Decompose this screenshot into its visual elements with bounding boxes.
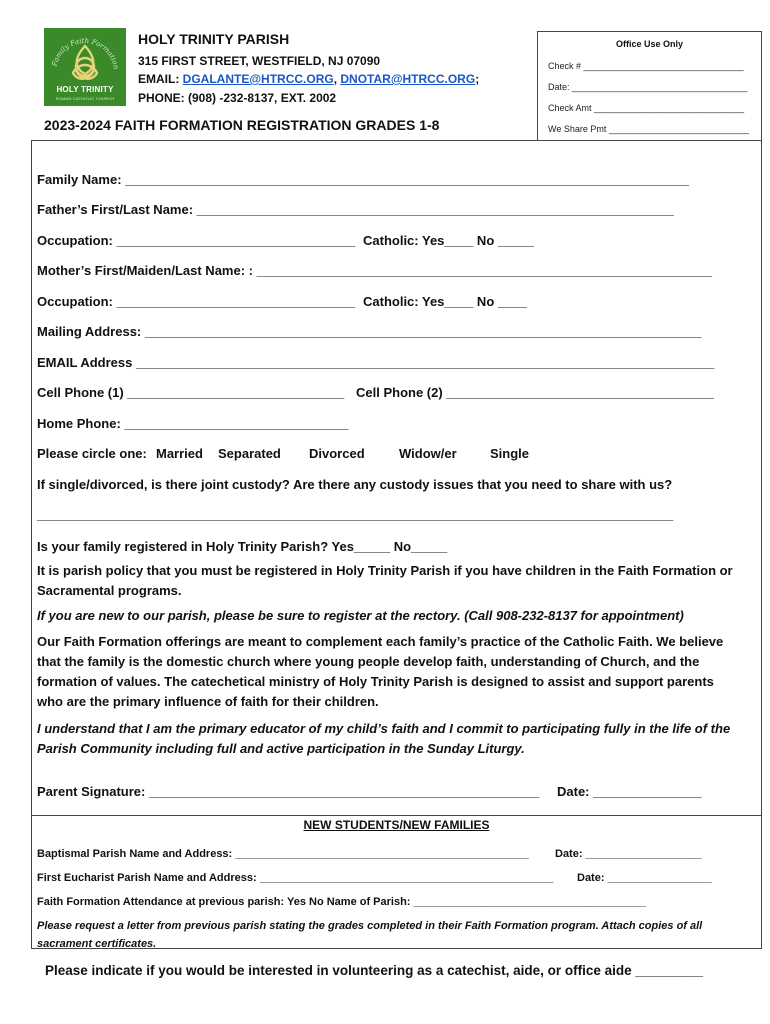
parish-phone: PHONE: (908) -232-8137, EXT. 2002: [138, 91, 337, 105]
cell-phone-1-field[interactable]: Cell Phone (1) ______________________________: [37, 385, 345, 400]
baptismal-parish-field[interactable]: Baptismal Parish Name and Address: ________________________________________________: [37, 848, 529, 860]
mother-occupation-field[interactable]: Occupation: _________________________________: [37, 294, 356, 309]
parish-address: 315 FIRST STREET, WESTFIELD, NJ 07090: [138, 54, 381, 68]
father-name-field[interactable]: Father’s First/Last Name: __________________________________________________________________: [37, 202, 674, 217]
custody-answer-line[interactable]: ________________________________________________________________________________________: [37, 507, 674, 522]
faith-formation-mission: Our Faith Formation offerings are meant to complement each family’s practice of the Catholic Faith. We believe that the family is the domestic church where young people develop faith, understanding of Church, and the formation of values. The catechetical ministry of Holy Trinity Parish is designed to assist and support parents who are the primary influence of faith for their children.: [37, 634, 724, 709]
parish-logo: [44, 28, 126, 106]
mother-catholic-field[interactable]: Catholic: Yes____ No ____: [363, 294, 527, 309]
office-check-amount[interactable]: Check Amt ______________________________: [548, 103, 745, 113]
status-widow-option[interactable]: Widow/er: [399, 446, 457, 461]
father-catholic-field[interactable]: Catholic: Yes____ No _____: [363, 233, 535, 248]
baptismal-date-field[interactable]: Date: ___________________: [555, 848, 702, 860]
signature-date-field[interactable]: Date: _______________: [557, 784, 702, 799]
form-title: 2023-2024 FAITH FORMATION REGISTRATION GRADES 1-8: [44, 117, 440, 133]
logo-arc-text: Family Faith Formation: [50, 36, 120, 70]
email-address-field[interactable]: EMAIL Address ________________________________________________________________________________: [37, 355, 715, 370]
marital-status-label: Please circle one:: [37, 446, 147, 461]
parish-policy-text: It is parish policy that you must be registered in Holy Trinity Parish if you have children in the Faith Formation or Sacramental programs.: [37, 563, 733, 598]
status-separated-option[interactable]: Separated: [218, 446, 281, 461]
email-link-dnotar[interactable]: DNOTAR@HTRCC.ORG: [340, 72, 476, 86]
family-name-field[interactable]: Family Name: ______________________________________________________________________________: [37, 172, 690, 187]
volunteer-interest-field[interactable]: Please indicate if you would be interested in volunteering as a catechist, aide, or office aide _________: [45, 963, 703, 978]
section-divider: [31, 815, 762, 816]
parent-commitment: I understand that I am the primary educator of my child’s faith and I commit to participating fully in the life of the Parish Community including full and active participation in the Sunday Liturgy.: [37, 721, 731, 756]
trinity-knot-icon: [44, 28, 126, 106]
office-weshare-payment[interactable]: We Share Pmt ____________________________: [548, 124, 750, 134]
email-link-dgalante[interactable]: DGALANTE@HTRCC.ORG: [182, 72, 334, 86]
parish-name: HOLY TRINITY PARISH: [138, 31, 290, 47]
previous-attendance-field[interactable]: Faith Formation Attendance at previous parish: Yes No Name of Parish: ______________________________________: [37, 896, 646, 908]
office-use-box: [537, 31, 762, 140]
logo-subtitle: ROMAN CATHOLIC CHURCH: [55, 96, 115, 101]
status-divorced-option[interactable]: Divorced: [309, 446, 365, 461]
office-check-number[interactable]: Check # ________________________________: [548, 61, 744, 71]
status-single-option[interactable]: Single: [490, 446, 530, 461]
new-parishioner-note: If you are new to our parish, please be sure to register at the rectory. (Call 908-232-8137 for appointment): [37, 608, 684, 623]
new-students-title: NEW STUDENTS/NEW FAMILIES: [303, 818, 490, 832]
mailing-address-field[interactable]: Mailing Address: _____________________________________________________________________________: [37, 324, 702, 339]
cell-phone-2-field[interactable]: Cell Phone (2) _____________________________________: [356, 385, 714, 400]
eucharist-parish-field[interactable]: First Eucharist Parish Name and Address: ________________________________________________: [37, 872, 554, 884]
email-end: ;: [475, 72, 480, 86]
father-occupation-field[interactable]: Occupation: _________________________________: [37, 233, 356, 248]
office-date[interactable]: Date: ___________________________________: [548, 82, 748, 92]
registered-question[interactable]: Is your family registered in Holy Trinity Parish? Yes_____ No_____: [37, 539, 448, 554]
parish-email-line: [138, 72, 479, 86]
email-separator: ,: [333, 72, 341, 86]
email-label: EMAIL:: [138, 72, 183, 86]
home-phone-field[interactable]: Home Phone: _______________________________: [37, 416, 349, 431]
eucharist-date-field[interactable]: Date: _________________: [577, 872, 712, 884]
mother-name-field[interactable]: Mother’s First/Maiden/Last Name: : _______________________________________________________________: [37, 263, 713, 278]
status-married-option[interactable]: Married: [156, 446, 203, 461]
custody-question: If single/divorced, is there joint custody? Are there any custody issues that you need to share with us?: [37, 477, 673, 492]
logo-name: HOLY TRINITY: [56, 85, 114, 94]
previous-parish-letter-note: Please request a letter from previous parish stating the grades completed in their Faith Formation program. Attach copies of all sacrament certificates.: [37, 920, 703, 950]
parent-signature-field[interactable]: Parent Signature: ______________________________________________________: [37, 784, 540, 799]
office-use-title: Office Use Only: [615, 39, 684, 49]
